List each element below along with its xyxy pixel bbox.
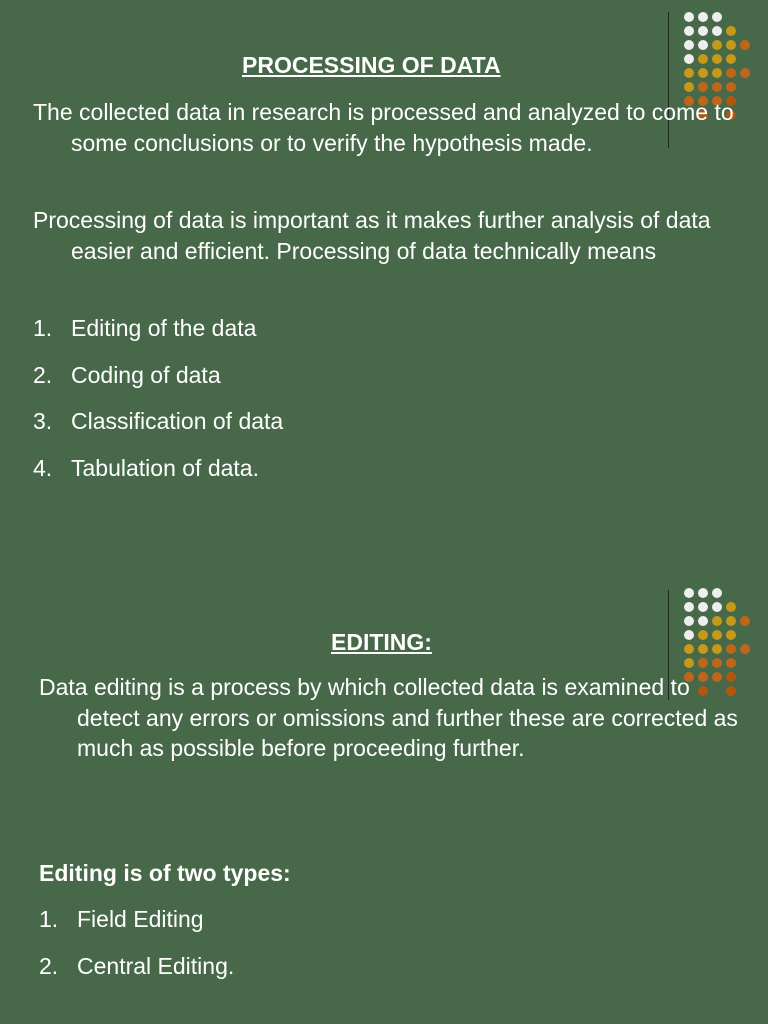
- decorative-dot: [698, 588, 708, 598]
- decorative-dot: [726, 68, 736, 78]
- decorative-dot: [712, 82, 722, 92]
- decorative-dot: [684, 602, 694, 612]
- subheading-editing-types: Editing is of two types:: [39, 860, 291, 886]
- list-item: 4. Tabulation of data.: [33, 455, 259, 481]
- decorative-dot: [726, 54, 736, 64]
- paragraph-intro: The collected data in research is processed and analyzed to come to some conclusions or to verify the hypothesis made.: [33, 99, 734, 156]
- decorative-dot: [684, 54, 694, 64]
- decorative-dot: [726, 644, 736, 654]
- decorative-dot: [726, 82, 736, 92]
- decorative-dot: [684, 588, 694, 598]
- decorative-dot: [698, 12, 708, 22]
- decorative-dot: [740, 644, 750, 654]
- decorative-dot: [712, 68, 722, 78]
- decorative-dot: [684, 658, 694, 668]
- decorative-dot: [726, 602, 736, 612]
- decorative-dot: [712, 616, 722, 626]
- decorative-dot: [698, 68, 708, 78]
- decorative-dot: [726, 40, 736, 50]
- decorative-dot: [684, 12, 694, 22]
- decorative-dot: [726, 26, 736, 36]
- decorative-dot: [712, 26, 722, 36]
- decorative-dot: [698, 26, 708, 36]
- slide-title: EDITING:: [331, 629, 432, 655]
- slide-title: PROCESSING OF DATA: [242, 52, 501, 78]
- decorative-dot: [684, 644, 694, 654]
- list-item: 3. Classification of data: [33, 408, 284, 434]
- decorative-dot: [740, 616, 750, 626]
- paragraph-editing-definition: Data editing is a process by which collected data is examined to detect any errors or omissions and further these are corrected as much as possible before proceeding further.: [39, 674, 738, 761]
- decorative-dot: [712, 12, 722, 22]
- decorative-dot: [712, 644, 722, 654]
- decorative-dot: [712, 54, 722, 64]
- decorative-dot: [712, 630, 722, 640]
- decorative-dot: [712, 658, 722, 668]
- decorative-dot: [726, 616, 736, 626]
- decorative-dot: [698, 602, 708, 612]
- decorative-dot: [684, 630, 694, 640]
- list-item: 1. Field Editing: [39, 906, 204, 932]
- decorative-dot: [712, 40, 722, 50]
- decorative-dot: [740, 40, 750, 50]
- decorative-dot: [698, 644, 708, 654]
- slide-editing: [0, 512, 768, 1024]
- decorative-dot: [684, 616, 694, 626]
- decorative-dot: [726, 658, 736, 668]
- list-item: 2. Central Editing.: [39, 953, 235, 979]
- decorative-dot: [712, 602, 722, 612]
- paragraph-importance: Processing of data is important as it makes further analysis of data easier and efficient. Processing of data technically means: [33, 207, 711, 264]
- decorative-dot: [740, 68, 750, 78]
- decorative-dot: [698, 630, 708, 640]
- decorative-dot: [698, 658, 708, 668]
- decorative-dot: [712, 588, 722, 598]
- decorative-dot: [684, 26, 694, 36]
- decorative-dot: [726, 630, 736, 640]
- decorative-dot: [684, 82, 694, 92]
- decorative-dot: [684, 40, 694, 50]
- decorative-dot: [698, 54, 708, 64]
- decorative-dot: [698, 82, 708, 92]
- decorative-dot: [698, 616, 708, 626]
- decorative-dot: [684, 68, 694, 78]
- list-item: 2. Coding of data: [33, 362, 221, 388]
- list-item: 1. Editing of the data: [33, 315, 257, 341]
- decorative-dot: [698, 40, 708, 50]
